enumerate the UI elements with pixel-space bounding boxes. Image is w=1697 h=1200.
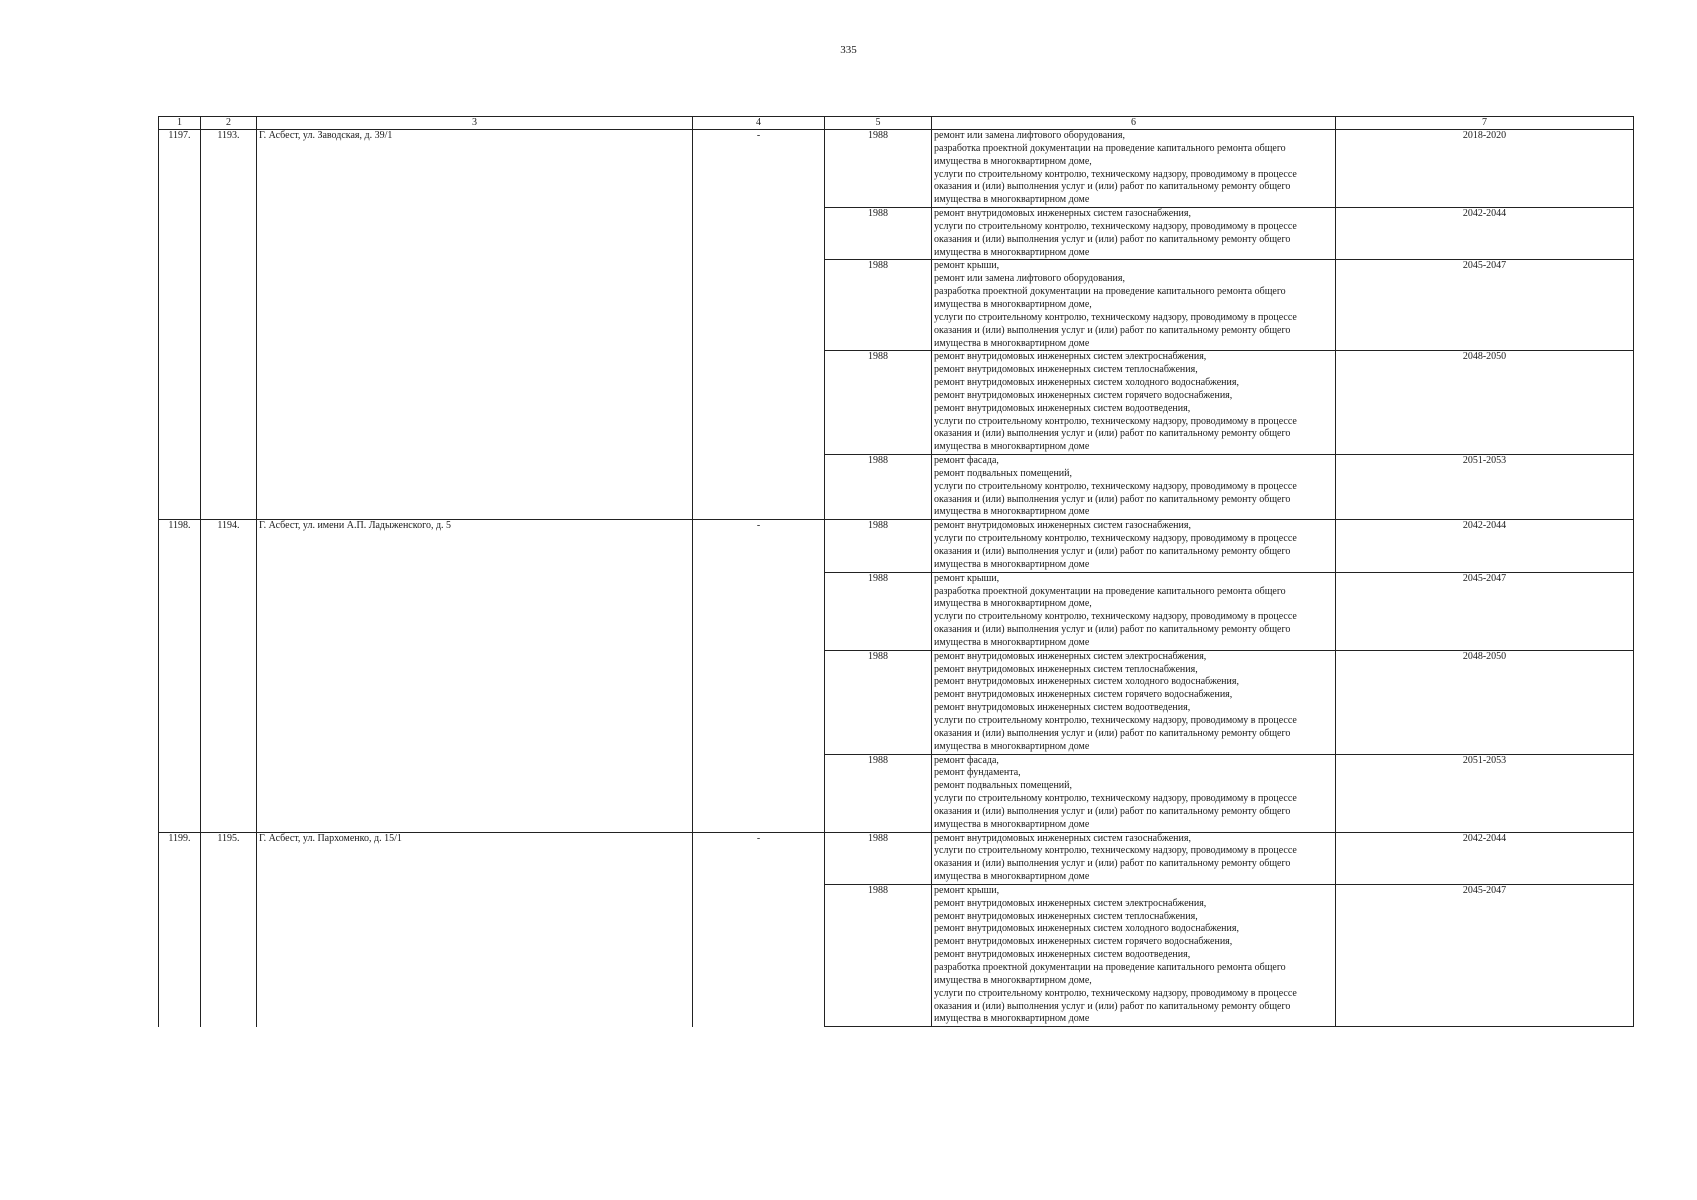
column-number: 3 (257, 117, 693, 130)
work-line: имущества в многоквартирном доме (934, 740, 1090, 752)
repair-period: 2048-2050 (1336, 650, 1634, 754)
table-row (159, 832, 1634, 884)
build-year: 1988 (825, 130, 932, 208)
work-line: разработка проектной документации на проведение капитального ремонта общего (934, 585, 1286, 597)
work-line: имущества в многоквартирном доме (934, 246, 1090, 258)
work-line: имущества в многоквартирном доме (934, 636, 1090, 648)
work-line: имущества в многоквартирном доме (934, 194, 1090, 206)
work-line: ремонт внутридомовых инженерных систем теплоснабжения, (934, 910, 1198, 922)
column-number: 4 (693, 117, 825, 130)
work-line: услуги по строительному контролю, техническому надзору, проводимому в процессе (934, 168, 1297, 180)
work-list (932, 832, 1336, 884)
work-line: оказания и (или) выполнения услуг и (или) работ по капитальному ремонту общего (934, 233, 1291, 245)
page-number: 335 (840, 44, 857, 56)
work-line: разработка проектной документации на проведение капитального ремонта общего (934, 142, 1286, 154)
column-number: 1 (159, 117, 201, 130)
build-year: 1988 (825, 455, 932, 520)
build-year: 1988 (825, 832, 932, 884)
work-line: услуги по строительному контролю, техническому надзору, проводимому в процессе (934, 480, 1297, 492)
work-line: ремонт внутридомовых инженерных систем газоснабжения, (934, 208, 1191, 220)
column-4-value: - (693, 832, 825, 1027)
work-line: ремонт внутридомовых инженерных систем электроснабжения, (934, 650, 1207, 662)
work-line: ремонт внутридомовых инженерных систем теплоснабжения, (934, 364, 1198, 376)
work-list (932, 130, 1336, 208)
work-line: имущества в многоквартирном доме (934, 871, 1090, 883)
house-number: 1195. (201, 832, 257, 1027)
work-line: имущества в многоквартирном доме (934, 506, 1090, 518)
work-line: оказания и (или) выполнения услуг и (или) работ по капитальному ремонту общего (934, 624, 1291, 636)
table-body (159, 117, 1634, 1027)
work-line: оказания и (или) выполнения услуг и (или) работ по капитальному ремонту общего (934, 1000, 1291, 1012)
work-list (932, 884, 1336, 1026)
work-list (932, 572, 1336, 650)
work-line: ремонт фундамента, (934, 767, 1021, 779)
column-4-value: - (693, 130, 825, 520)
work-line: услуги по строительному контролю, техническому надзору, проводимому в процессе (934, 793, 1297, 805)
house-address: Г. Асбест, ул. Пархоменко, д. 15/1 (257, 832, 693, 1027)
work-line: оказания и (или) выполнения услуг и (или) работ по капитальному ремонту общего (934, 493, 1291, 505)
work-line: имущества в многоквартирном доме, (934, 298, 1092, 310)
repair-period: 2051-2053 (1336, 754, 1634, 832)
work-line: ремонт внутридомовых инженерных систем электроснабжения, (934, 351, 1207, 363)
work-line: ремонт внутридомовых инженерных систем газоснабжения, (934, 832, 1191, 844)
build-year: 1988 (825, 520, 932, 572)
house-number: 1193. (201, 130, 257, 520)
work-line: оказания и (или) выполнения услуг и (или) работ по капитальному ремонту общего (934, 727, 1291, 739)
work-line: ремонт внутридомовых инженерных систем водоотведения, (934, 949, 1191, 961)
work-line: ремонт фасада, (934, 754, 999, 766)
work-list (932, 351, 1336, 455)
repair-period: 2045-2047 (1336, 884, 1634, 1026)
work-list (932, 208, 1336, 260)
work-line: имущества в многоквартирном доме, (934, 598, 1092, 610)
work-line: услуги по строительному контролю, техническому надзору, проводимому в процессе (934, 311, 1297, 323)
work-line: ремонт внутридомовых инженерных систем холодного водоснабжения, (934, 377, 1239, 389)
work-line: услуги по строительному контролю, техническому надзору, проводимому в процессе (934, 533, 1297, 545)
work-line: услуги по строительному контролю, техническому надзору, проводимому в процессе (934, 845, 1297, 857)
work-line: ремонт внутридомовых инженерных систем водоотведения, (934, 702, 1191, 714)
repair-period: 2048-2050 (1336, 351, 1634, 455)
house-number: 1194. (201, 520, 257, 832)
work-line: разработка проектной документации на проведение капитального ремонта общего (934, 962, 1286, 973)
work-list (932, 260, 1336, 351)
work-line: оказания и (или) выполнения услуг и (или) работ по капитальному ремонту общего (934, 428, 1291, 440)
work-list (932, 650, 1336, 754)
column-number: 7 (1336, 117, 1634, 130)
table-row (159, 520, 1634, 572)
work-line: имущества в многоквартирном доме (934, 818, 1090, 830)
work-line: услуги по строительному контролю, техническому надзору, проводимому в процессе (934, 714, 1297, 726)
house-address: Г. Асбест, ул. имени А.П. Ладыженского, д. 5 (257, 520, 693, 832)
repair-period: 2051-2053 (1336, 455, 1634, 520)
build-year: 1988 (825, 572, 932, 650)
work-line: ремонт внутридомовых инженерных систем теплоснабжения, (934, 663, 1198, 675)
repair-period: 2045-2047 (1336, 572, 1634, 650)
column-number-row (159, 117, 1634, 130)
work-line: ремонт внутридомовых инженерных систем холодного водоснабжения, (934, 676, 1239, 688)
build-year: 1988 (825, 754, 932, 832)
work-line: имущества в многоквартирном доме (934, 1013, 1090, 1025)
work-line: услуги по строительному контролю, техническому надзору, проводимому в процессе (934, 611, 1297, 623)
work-line: ремонт подвальных помещений, (934, 467, 1072, 479)
repair-period: 2042-2044 (1336, 208, 1634, 260)
work-line: услуги по строительному контролю, техническому надзору, проводимому в процессе (934, 220, 1297, 232)
work-line: ремонт или замена лифтового оборудования, (934, 130, 1125, 141)
work-line: ремонт крыши, (934, 572, 1000, 584)
work-line: оказания и (или) выполнения услуг и (или) работ по капитальному ремонту общего (934, 805, 1291, 817)
repair-period: 2045-2047 (1336, 260, 1634, 351)
work-list (932, 455, 1336, 520)
work-line: ремонт крыши, (934, 884, 1000, 896)
repair-period: 2018-2020 (1336, 130, 1634, 208)
repair-period: 2042-2044 (1336, 832, 1634, 884)
work-line: разработка проектной документации на проведение капитального ремонта общего (934, 286, 1286, 298)
work-line: имущества в многоквартирном доме (934, 337, 1090, 349)
column-number: 6 (932, 117, 1336, 130)
column-number: 2 (201, 117, 257, 130)
build-year: 1988 (825, 260, 932, 351)
work-line: ремонт внутридомовых инженерных систем холодного водоснабжения, (934, 923, 1239, 935)
record-number: 1197. (159, 130, 201, 520)
repair-period: 2042-2044 (1336, 520, 1634, 572)
work-line: услуги по строительному контролю, техническому надзору, проводимому в процессе (934, 415, 1297, 427)
work-line: имущества в многоквартирном доме, (934, 155, 1092, 167)
register-table (158, 116, 1634, 1027)
work-line: услуги по строительному контролю, техническому надзору, проводимому в процессе (934, 987, 1297, 999)
work-line: ремонт фасада, (934, 455, 999, 467)
column-4-value: - (693, 520, 825, 832)
build-year: 1988 (825, 351, 932, 455)
work-line: ремонт крыши, (934, 260, 1000, 272)
column-number: 5 (825, 117, 932, 130)
work-line: имущества в многоквартирном доме, (934, 974, 1092, 986)
record-number: 1198. (159, 520, 201, 832)
work-line: оказания и (или) выполнения услуг и (или) работ по капитальному ремонту общего (934, 181, 1291, 193)
work-line: ремонт внутридомовых инженерных систем водоотведения, (934, 402, 1191, 414)
work-line: ремонт внутридомовых инженерных систем газоснабжения, (934, 520, 1191, 532)
work-line: оказания и (или) выполнения услуг и (или) работ по капитальному ремонту общего (934, 858, 1291, 870)
house-address: Г. Асбест, ул. Заводская, д. 39/1 (257, 130, 693, 520)
work-line: оказания и (или) выполнения услуг и (или) работ по капитальному ремонту общего (934, 324, 1291, 336)
record-number: 1199. (159, 832, 201, 1027)
build-year: 1988 (825, 884, 932, 1026)
work-line: ремонт внутридомовых инженерных систем горячего водоснабжения, (934, 689, 1233, 701)
work-line: ремонт или замена лифтового оборудования, (934, 273, 1125, 285)
work-line: имущества в многоквартирном доме (934, 558, 1090, 570)
work-line: имущества в многоквартирном доме (934, 441, 1090, 453)
work-line: ремонт внутридомовых инженерных систем электроснабжения, (934, 897, 1207, 909)
work-line: ремонт внутридомовых инженерных систем горячего водоснабжения, (934, 936, 1233, 948)
work-line: ремонт внутридомовых инженерных систем горячего водоснабжения, (934, 389, 1233, 401)
work-list (932, 754, 1336, 832)
build-year: 1988 (825, 208, 932, 260)
work-line: ремонт подвальных помещений, (934, 780, 1072, 792)
build-year: 1988 (825, 650, 932, 754)
work-line: оказания и (или) выполнения услуг и (или) работ по капитальному ремонту общего (934, 546, 1291, 557)
table-row (159, 130, 1634, 208)
work-list (932, 520, 1336, 572)
